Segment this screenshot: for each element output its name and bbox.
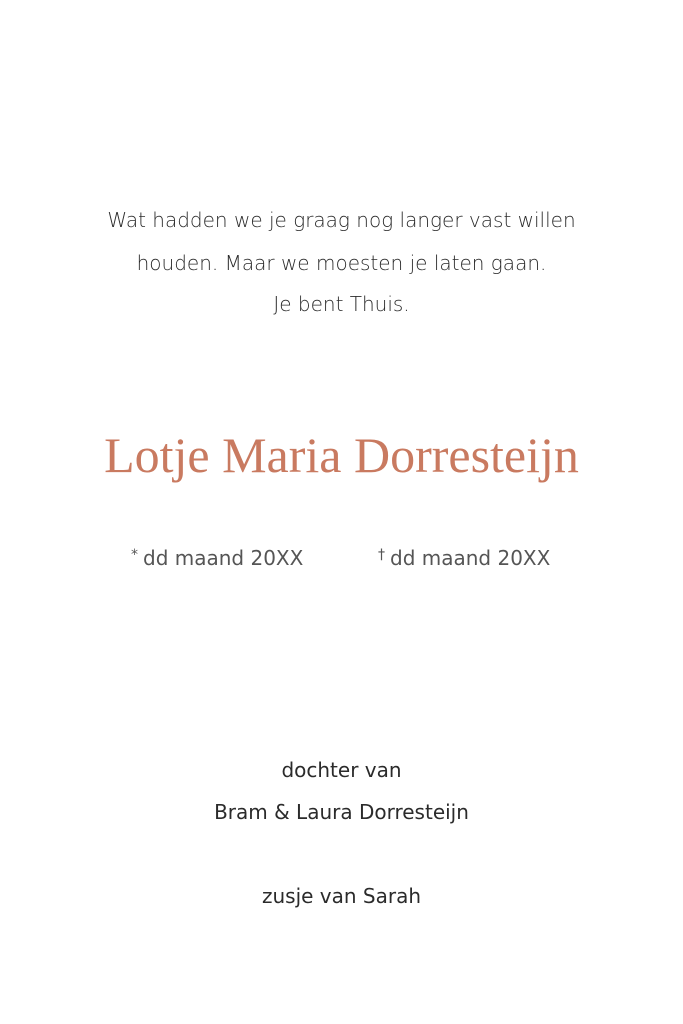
birth-star-icon: *: [131, 547, 138, 563]
death-date-text: dd maand 20XX: [390, 546, 551, 570]
deceased-name: Lotje Maria Dorresteijn: [104, 427, 579, 483]
birth-date-text: dd maand 20XX: [143, 546, 304, 570]
poem-line-2: houden. Maar we moesten je laten gaan.: [136, 251, 547, 275]
birth-date: [131, 540, 303, 573]
death-date: [378, 540, 550, 573]
daughter-of-label: dochter van: [281, 758, 402, 782]
life-dates: [0, 540, 683, 570]
poem-verse: [0, 202, 683, 322]
death-cross-icon: †: [378, 547, 385, 563]
sibling-line: zusje van Sarah: [261, 884, 422, 908]
poem-line-1: Wat hadden we je graag nog langer vast willen: [107, 208, 576, 232]
poem-line-3: Je bent Thuis.: [273, 292, 410, 316]
parents-names: Bram & Laura Dorresteijn: [214, 800, 469, 824]
